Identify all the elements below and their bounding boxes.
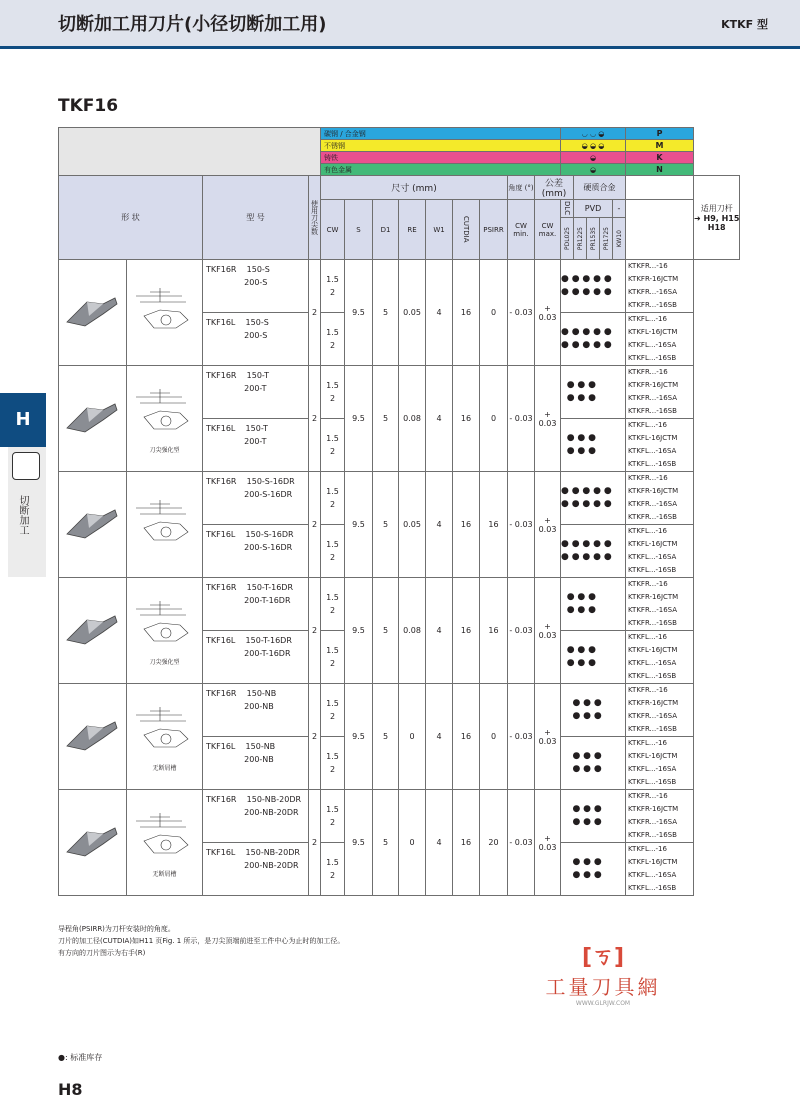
dim-re: 0 [399, 684, 426, 790]
dim-w1: 4 [426, 790, 453, 896]
cw-r: 1.5 2 [321, 684, 345, 737]
stock-dots-r: ● ● ● ● ● ● ● ● ● ● [561, 260, 626, 313]
dim-w1: 4 [426, 684, 453, 790]
material-suitability-icon: ◒ ◒ ◒ [561, 140, 626, 152]
col-dash: - [613, 200, 626, 218]
holder-l: KTKFL...-16 KTKFL-16JCTM KTKFL...-16SA KTKFL...-16SB [626, 631, 694, 684]
dim-re: 0.08 [399, 578, 426, 684]
insert-photo [59, 366, 127, 472]
material-code: M [626, 140, 694, 152]
holder-r: KTKFR...-16 KTKFR-16JCTM KTKFR...-16SA KTKFR...-16SB [626, 366, 694, 419]
dim-s: 9.5 [345, 578, 373, 684]
legend: ●: 标准库存 [58, 1053, 103, 1062]
model-l: TKF16L 150-T-16DR 200-T-16DR [203, 631, 309, 684]
page-header [0, 0, 800, 49]
col-s: S [345, 200, 373, 260]
col-cwmin: CW min. [508, 200, 535, 260]
stock-dots-r: ● ● ● ● ● ● [561, 790, 626, 843]
col-w1: W1 [426, 200, 453, 260]
model-r: TKF16R 150-NB-20DR 200-NB-20DR [203, 790, 309, 843]
material-suitability-icon: ◒ [561, 164, 626, 176]
dim-w1: 4 [426, 366, 453, 472]
model-l: TKF16L 150-NB 200-NB [203, 737, 309, 790]
holder-header: 适用刀杆 ➜ H9, H15 H18 [694, 176, 740, 260]
dim-psirr: 0 [480, 684, 508, 790]
grade-PR1725: PR1725 [600, 218, 613, 260]
holder-l: KTKFL...-16 KTKFL-16JCTM KTKFL...-16SA KTKFL...-16SB [626, 525, 694, 578]
model-l: TKF16L 150-S 200-S [203, 313, 309, 366]
type-label: KTKF 型 [721, 18, 768, 31]
page-title: 切断加工用刀片(小径切断加工用) [58, 14, 327, 35]
tolerance-header: 公差 (mm) [535, 176, 574, 200]
dim-psirr: 16 [480, 578, 508, 684]
col-psirr: PSIRR [480, 200, 508, 260]
material-corner [59, 128, 321, 176]
insert-photo [59, 578, 127, 684]
dim-d1: 5 [373, 790, 399, 896]
corners: 2 [309, 260, 321, 366]
insert-drawing [127, 472, 203, 578]
dim-s: 9.5 [345, 472, 373, 578]
dim-psirr: 16 [480, 472, 508, 578]
col-pvd: PVD [574, 200, 613, 218]
stock-dots-l: ● ● ● ● ● ● ● ● ● ● [561, 525, 626, 578]
holder-l: KTKFL...-16 KTKFL-16JCTM KTKFL...-16SA KTKFL...-16SB [626, 843, 694, 896]
carbide-header: 硬质合金 [574, 176, 626, 200]
stock-dots-l: ● ● ● ● ● ● ● ● ● ● [561, 313, 626, 366]
material-label: 不锈钢 [321, 140, 561, 152]
spec-table [58, 127, 740, 896]
tol-min: - 0.03 [508, 790, 535, 896]
arrow-right-icon: ➜ [694, 214, 701, 223]
dim-d1: 5 [373, 578, 399, 684]
tol-max: + 0.03 [535, 790, 561, 896]
corners-header: 使用刀尖数 [309, 176, 321, 260]
cw-l: 1.5 2 [321, 737, 345, 790]
corners: 2 [309, 790, 321, 896]
cw-r: 1.5 2 [321, 260, 345, 313]
note-cutdia: 刀片的加工径(CUTDIA)如H11 页Fig. 1 所示，是刀尖顶端前进至工件中心为止时的加工径。 [58, 937, 345, 945]
model-r: TKF16R 150-NB 200-NB [203, 684, 309, 737]
material-label: 铸铁 [321, 152, 561, 164]
dim-d1: 5 [373, 366, 399, 472]
stock-dots-r: ● ● ● ● ● ● [561, 578, 626, 631]
material-suitability-icon: ◒ [561, 152, 626, 164]
dim-psirr: 20 [480, 790, 508, 896]
dim-cutdia: 16 [453, 790, 480, 896]
insert-drawing [127, 790, 203, 896]
dim-re: 0.05 [399, 260, 426, 366]
col-dlc: DLC [561, 200, 574, 218]
corners: 2 [309, 684, 321, 790]
corners: 2 [309, 472, 321, 578]
drawing-caption: 无断屑槽 [152, 765, 177, 772]
dims-header: 尺寸 (mm) [321, 176, 508, 200]
shape-header: 形 状 [59, 176, 203, 260]
insert-photo [59, 684, 127, 790]
tol-max: + 0.03 [535, 472, 561, 578]
watermark-logo-icon: [ㄎ] [581, 945, 625, 970]
insert-photo [59, 260, 127, 366]
insert-photo [59, 472, 127, 578]
model-l: TKF16L 150-S-16DR 200-S-16DR [203, 525, 309, 578]
dim-w1: 4 [426, 260, 453, 366]
corners: 2 [309, 366, 321, 472]
watermark-name: 工量刀具網 [545, 975, 661, 999]
cw-l: 1.5 2 [321, 525, 345, 578]
dim-d1: 5 [373, 260, 399, 366]
grade-PDL025: PDL025 [561, 218, 574, 260]
drawing-caption: 刀尖强化型 [149, 659, 180, 666]
tol-max: + 0.03 [535, 260, 561, 366]
cutoff-tool-icon [12, 452, 40, 480]
grade-KW10: KW10 [613, 218, 626, 260]
stock-dots-l: ● ● ● ● ● ● [561, 419, 626, 472]
side-tab-label: 切断加工 [17, 495, 28, 535]
dim-cutdia: 16 [453, 366, 480, 472]
model-l: TKF16L 150-T 200-T [203, 419, 309, 472]
watermark [538, 940, 668, 1007]
tol-min: - 0.03 [508, 684, 535, 790]
dim-re: 0 [399, 790, 426, 896]
insert-photo [59, 790, 127, 896]
dim-d1: 5 [373, 472, 399, 578]
dim-re: 0.08 [399, 366, 426, 472]
insert-drawing [127, 684, 203, 790]
drawing-caption: 刀尖强化型 [149, 447, 180, 454]
material-label: 有色金属 [321, 164, 561, 176]
dim-cutdia: 16 [453, 578, 480, 684]
dim-psirr: 0 [480, 366, 508, 472]
cw-l: 1.5 2 [321, 631, 345, 684]
dim-s: 9.5 [345, 790, 373, 896]
dim-d1: 5 [373, 684, 399, 790]
stock-dots-r: ● ● ● ● ● ● [561, 684, 626, 737]
model-r: TKF16R 150-T-16DR 200-T-16DR [203, 578, 309, 631]
holder-l: KTKFL...-16 KTKFL-16JCTM KTKFL...-16SA KTKFL...-16SB [626, 737, 694, 790]
col-d1: D1 [373, 200, 399, 260]
model-r: TKF16R 150-S-16DR 200-S-16DR [203, 472, 309, 525]
tol-min: - 0.03 [508, 578, 535, 684]
model-header: 型 号 [203, 176, 309, 260]
material-label: 碳钢 / 合金钢 [321, 128, 561, 140]
holder-l: KTKFL...-16 KTKFL-16JCTM KTKFL...-16SA KTKFL...-16SB [626, 419, 694, 472]
tol-min: - 0.03 [508, 472, 535, 578]
model-l: TKF16L 150-NB-20DR 200-NB-20DR [203, 843, 309, 896]
dim-s: 9.5 [345, 684, 373, 790]
dim-cutdia: 16 [453, 260, 480, 366]
cw-r: 1.5 2 [321, 578, 345, 631]
cw-l: 1.5 2 [321, 419, 345, 472]
note-psirr: 导程角(PSIRR)为刀杆安装时的角度。 [58, 925, 175, 933]
model-r: TKF16R 150-S 200-S [203, 260, 309, 313]
col-cwmax: CW max. [535, 200, 561, 260]
tol-min: - 0.03 [508, 366, 535, 472]
insert-drawing [127, 366, 203, 472]
dim-w1: 4 [426, 472, 453, 578]
cw-r: 1.5 2 [321, 366, 345, 419]
tol-min: - 0.03 [508, 260, 535, 366]
dim-w1: 4 [426, 578, 453, 684]
cw-l: 1.5 2 [321, 843, 345, 896]
col-cutdia: CUTDIA [453, 200, 480, 260]
material-code: P [626, 128, 694, 140]
holder-r: KTKFR...-16 KTKFR-16JCTM KTKFR...-16SA KTKFR...-16SB [626, 578, 694, 631]
stock-dots-r: ● ● ● ● ● ● ● ● ● ● [561, 472, 626, 525]
col-re: RE [399, 200, 426, 260]
drawing-caption: 无断屑槽 [152, 871, 177, 878]
dim-s: 9.5 [345, 260, 373, 366]
dim-cutdia: 16 [453, 684, 480, 790]
material-code: N [626, 164, 694, 176]
tol-max: + 0.03 [535, 684, 561, 790]
insert-drawing [127, 578, 203, 684]
section-title: TKF16 [58, 96, 119, 116]
dim-s: 9.5 [345, 366, 373, 472]
dim-psirr: 0 [480, 260, 508, 366]
material-code: K [626, 152, 694, 164]
cw-r: 1.5 2 [321, 790, 345, 843]
angle-header: 角度 (°) [508, 176, 535, 200]
holder-r: KTKFR...-16 KTKFR-16JCTM KTKFR...-16SA KTKFR...-16SB [626, 790, 694, 843]
page-number: H8 [58, 1080, 83, 1099]
side-tab[interactable]: H [0, 393, 46, 447]
stock-dots-r: ● ● ● ● ● ● [561, 366, 626, 419]
cw-r: 1.5 2 [321, 472, 345, 525]
col-cw: CW [321, 200, 345, 260]
cw-l: 1.5 2 [321, 313, 345, 366]
stock-dots-l: ● ● ● ● ● ● [561, 737, 626, 790]
note-hand: 有方向的刀片图示为右手(R) [58, 949, 146, 957]
stock-dots-l: ● ● ● ● ● ● [561, 843, 626, 896]
tol-max: + 0.03 [535, 366, 561, 472]
holder-r: KTKFR...-16 KTKFR-16JCTM KTKFR...-16SA KTKFR...-16SB [626, 684, 694, 737]
dim-re: 0.05 [399, 472, 426, 578]
grade-PR1535: PR1535 [587, 218, 600, 260]
material-suitability-icon: ◡ ◡ ◒ [561, 128, 626, 140]
holder-r: KTKFR...-16 KTKFR-16JCTM KTKFR...-16SA KTKFR...-16SB [626, 260, 694, 313]
tol-max: + 0.03 [535, 578, 561, 684]
stock-dots-l: ● ● ● ● ● ● [561, 631, 626, 684]
corners: 2 [309, 578, 321, 684]
holder-r: KTKFR...-16 KTKFR-16JCTM KTKFR...-16SA KTKFR...-16SB [626, 472, 694, 525]
holder-l: KTKFL...-16 KTKFL-16JCTM KTKFL...-16SA KTKFL...-16SB [626, 313, 694, 366]
insert-drawing [127, 260, 203, 366]
watermark-url: WWW.GLRJW.COM [575, 1000, 631, 1007]
grade-PR1225: PR1225 [574, 218, 587, 260]
dim-cutdia: 16 [453, 472, 480, 578]
model-r: TKF16R 150-T 200-T [203, 366, 309, 419]
